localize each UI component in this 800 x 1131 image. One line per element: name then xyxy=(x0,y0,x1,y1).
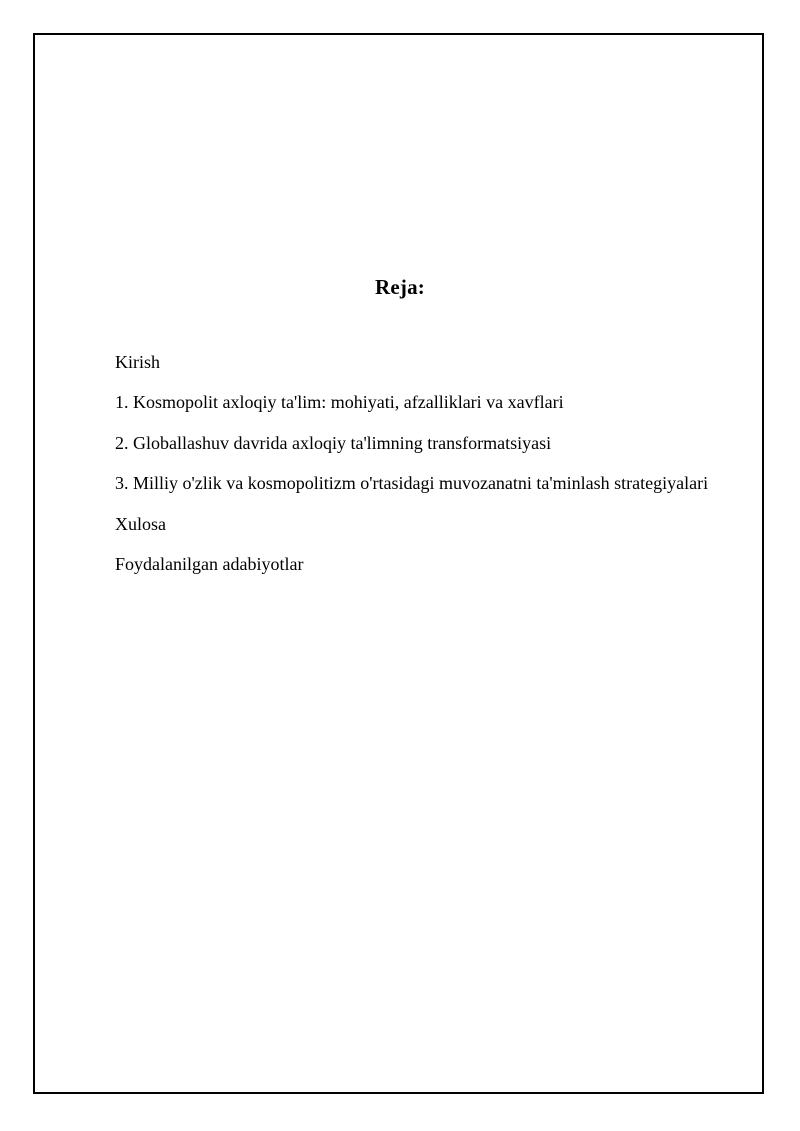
plan-title: Reja: xyxy=(375,275,425,299)
plan-item-1: 1. Kosmopolit axloqiy ta'lim: mohiyati, afzalliklari va xavflari xyxy=(115,392,564,413)
plan-item-2: 2. Globallashuv davrida axloqiy ta'limning transformatsiyasi xyxy=(115,432,552,453)
plan-item-introduction: Kirish xyxy=(115,352,160,372)
plan-list xyxy=(115,351,708,593)
plan-item-conclusion: Xulosa xyxy=(115,513,166,534)
plan-item-3: 3. Milliy o'zlik va kosmopolitizm o'rtasidagi muvozanatni ta'minlash strategiyalari xyxy=(115,473,709,494)
plan-item-references: Foydalanilgan adabiyotlar xyxy=(115,553,304,574)
